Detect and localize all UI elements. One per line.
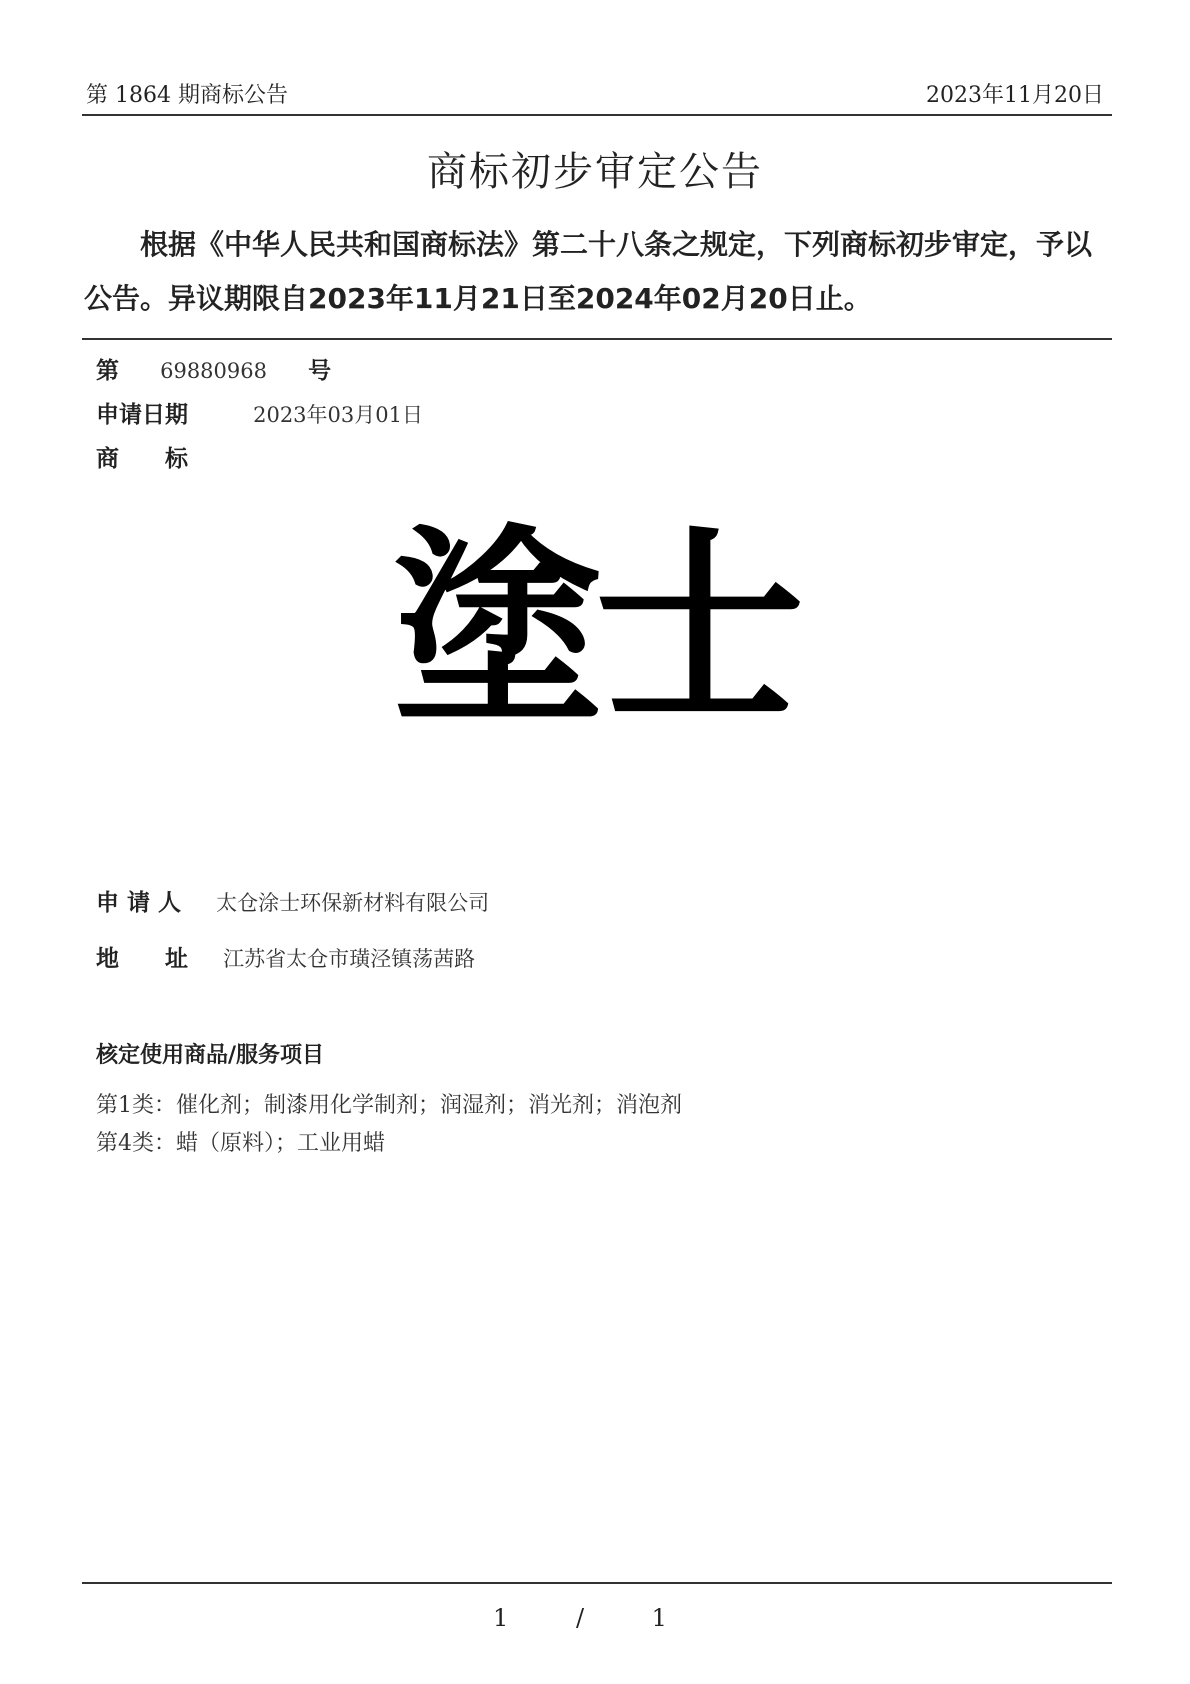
registration-number-row (96, 352, 331, 385)
trademark-label-row (96, 440, 188, 473)
application-date-value: 2023年03月01日 (253, 403, 423, 427)
section-divider (82, 338, 1112, 340)
application-date-label: 申请日期 (96, 402, 188, 428)
trademark-image: 塗士 (392, 507, 797, 752)
application-date-row (96, 396, 423, 429)
address-value: 江苏省太仓市璜泾镇荡茜路 (223, 947, 476, 971)
goods-class-item: 第4类：蜡（原料）；工业用蜡 (96, 1131, 385, 1156)
page-indicator: 1 / 1 (493, 1604, 697, 1632)
goods-services-title: 核定使用商品/服务项目 (96, 1043, 325, 1068)
address-label: 地 址 (96, 946, 188, 972)
publication-date: 2023年11月20日 (926, 83, 1104, 108)
applicant-value: 太仓涂士环保新材料有限公司 (216, 891, 490, 915)
applicant-label: 申 请 人 (96, 890, 182, 916)
registration-number-prefix: 第 (96, 358, 119, 384)
registration-number-suffix: 号 (308, 358, 332, 384)
registration-number: 69880968 (160, 359, 267, 383)
footer-divider (82, 1582, 1112, 1584)
page-title: 商标初步审定公告 (427, 149, 763, 195)
header-divider (82, 114, 1112, 116)
applicant-row (96, 884, 489, 917)
address-row (96, 940, 475, 973)
goods-class-item: 第1类：催化剂；制漆用化学制剂；润湿剂；消光剂；消泡剂 (96, 1093, 682, 1118)
trademark-label: 商 标 (96, 446, 188, 472)
issue-number: 第 1864 期商标公告 (86, 83, 288, 108)
intro-paragraph: 根据《中华人民共和国商标法》第二十八条之规定，下列商标初步审定，予以公告。异议期限自2023年11月21日至2024年02月20日止。 (84, 228, 1093, 315)
